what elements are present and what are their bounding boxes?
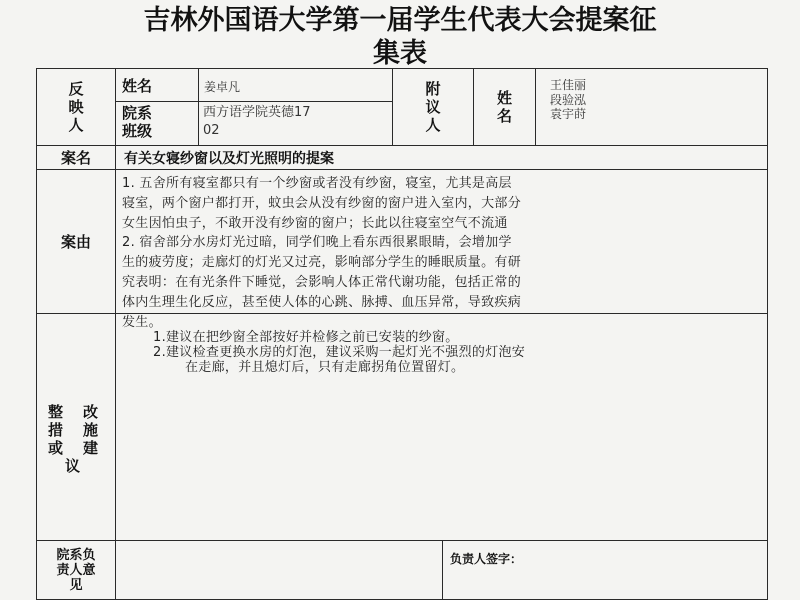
dept-opinion-label-line: 责人意 [56,562,96,578]
measures-line: 2.建议检查更换水房的灯泡，建议采购一起灯光不强烈的灯泡安 [153,345,526,360]
name-label: 姓名 [122,77,153,95]
reason-line: 体内生理生化反应，甚至使人体的心跳、脉搏、血压异常，导致疾病 [122,294,522,310]
seconder-name: 王佳丽 [550,78,587,92]
measures-line: 在走廊，并且熄灯后，只有走廊拐角位置留灯。 [185,360,465,375]
form-title [0,4,800,70]
case-name-value: 有关女寝纱窗以及灯光照明的提案 [124,151,334,167]
name-value: 姜卓凡 [204,80,241,94]
class-label-line: 班级 [122,122,153,140]
reason-line: 2. 宿舍部分水房灯光过暗，同学们晚上看东西很累眼睛，会增加学 [122,235,512,251]
seconder-name: 袁宇莳 [550,107,587,121]
reason-line: 女生因怕虫子，不敢开没有纱窗的窗户；长此以往寝室空气不流通 [122,215,508,231]
reason-label: 案由 [60,233,91,251]
class-label [122,104,196,140]
measures-line: 1.建议在把纱窗全部按好并检修之前已安装的纱窗。 [153,330,459,345]
dept-opinion-label-line: 见 [69,577,83,593]
seconder-names [550,78,750,122]
case-name-label: 案名 [60,149,91,167]
dept-opinion-label [36,540,116,600]
measures-text [153,330,753,375]
reason-line: 1. 五舍所有寝室都只有一个纱窗或者没有纱窗，寝室，尤其是高层 [122,176,512,191]
signature-label: 负责人签字： [450,552,523,566]
proposer-label-char: 反 [68,80,84,98]
title-line-2: 集表 [373,38,427,69]
seconder-name: 段验泓 [550,92,587,107]
measures-label-char: 措 [48,421,64,439]
class-value [203,104,389,140]
title-line-1: 吉林外国语大学第一届学生代表大会提案征 [143,5,657,36]
proposal-form [36,68,768,600]
dept-opinion-content-box [115,540,443,600]
measures-label-char: 改 [83,403,99,421]
seconder-name-label-char: 名 [496,107,512,125]
measures-label-char: 或 [48,439,64,457]
measures-label [36,403,116,475]
dept-opinion-label-line: 院系负 [56,547,96,563]
measures-label-char: 整 [48,403,64,421]
signature-box [442,540,768,600]
class-label-line: 院系 [122,104,153,122]
seconder-label-char: 附 [425,80,441,98]
seconder-label-char: 人 [425,116,441,134]
class-value-line: 西方语学院英德17 [203,105,311,120]
seconder-name-label [473,68,536,146]
reason-line: 寝室，两个窗户都打开，蚊虫会从没有纱窗的窗户进入室内，大部分 [122,195,522,211]
proposer-label-char: 映 [68,98,84,116]
seconder-name-label-char: 姓 [496,89,512,107]
reason-line: 生的疲劳度；走廊灯的灯光又过亮，影响部分学生的睡眠质量。有研 [122,255,522,271]
proposer-label [36,68,116,146]
proposer-label-char: 人 [68,116,84,134]
reason-text [122,174,766,332]
measures-label-char: 建 [83,439,99,457]
measures-label-char: 议 [65,457,81,475]
measures-label-char: 施 [83,421,99,439]
reason-line: 究表明：在有光条件下睡觉，会影响人体正常代谢功能，包括正常的 [122,274,522,290]
class-value-line: 02 [203,123,220,138]
seconder-label-char: 议 [425,98,441,116]
seconder-label [392,68,474,146]
reason-line: 发生。 [122,314,162,330]
